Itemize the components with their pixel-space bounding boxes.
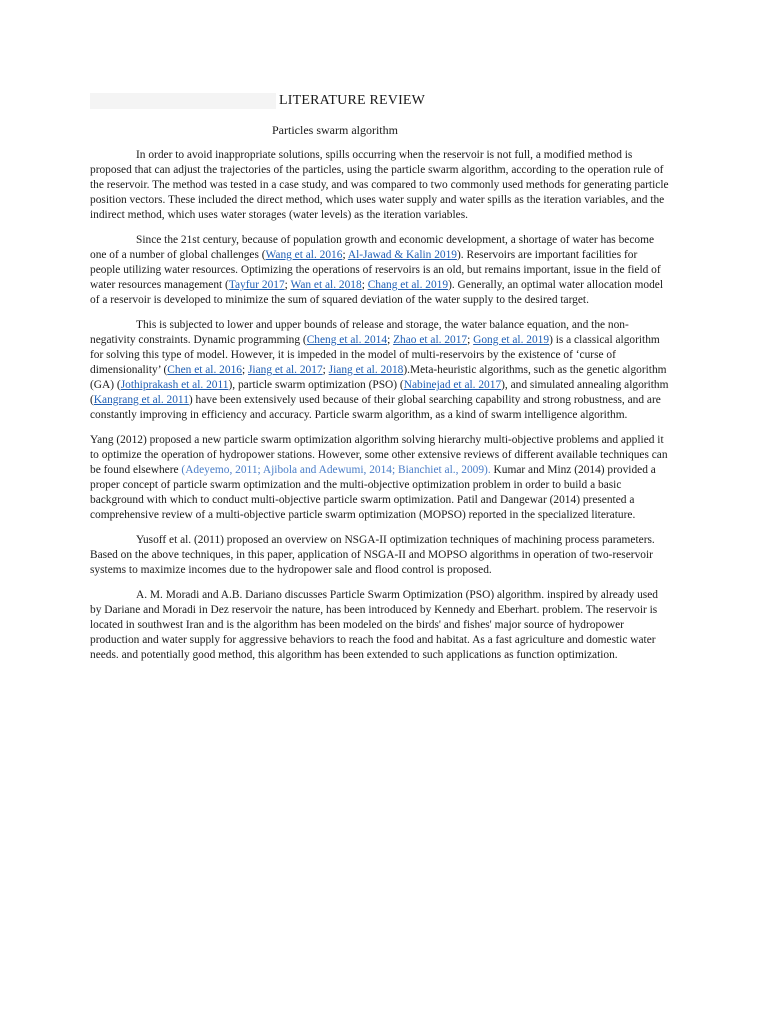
separator: ; (361, 279, 368, 291)
text-span: ), particle swarm optimization (PSO) ( (228, 379, 404, 391)
separator: ; (284, 279, 291, 291)
citation-link[interactable]: Tayfur 2017 (228, 279, 285, 291)
text-span: ) is a classical algorithm for solving this type of model. However, it is impeded in the model of multi-reservoirs by the existence of ‘curse of dimensionality’ ( (90, 334, 660, 376)
citation-link[interactable]: Wan et al. 2018 (290, 279, 362, 291)
citation-link[interactable]: Wang et al. 2016 (265, 249, 343, 261)
paragraph-3 (90, 318, 670, 423)
citation-link[interactable]: Zhao et al. 2017 (393, 334, 468, 346)
citation-link[interactable]: Al-Jawad & Kalin 2019 (347, 249, 457, 261)
citation-link[interactable]: Kangrang et al. 2011 (93, 394, 189, 406)
subsection-heading: Particles swarm algorithm (272, 123, 398, 137)
citation-link[interactable]: Jiang et al. 2017 (247, 364, 323, 376)
citation-link[interactable]: Cheng et al. 2014 (306, 334, 388, 346)
paragraph-4 (90, 433, 670, 523)
separator: ; (322, 364, 329, 376)
citation-link[interactable]: Jothiprakash et al. 2011 (120, 379, 229, 391)
citation-link[interactable]: Chang et al. 2019 (367, 279, 449, 291)
paragraph-5: Yusoff et al. (2011) proposed an overview on NSGA-II optimization techniques of machining process parameters. Based on the above techniques, in this paper, application of NSGA-II and MOPSO algorithms in operation of two-reservoir systems to maximize incomes due to the hydropower sale and flood control is proposed. (90, 534, 655, 576)
separator: ; (387, 334, 394, 346)
text-span: ), and simulated annealing algorithm ( (90, 379, 669, 406)
text-span: Since the 21st century, because of population growth and economic development, a shortage of water has become one of a number of global challenges ( (90, 234, 654, 261)
separator: ; (467, 334, 474, 346)
heading-shading (90, 93, 276, 109)
citation-link[interactable]: Jiang et al. 2018 (328, 364, 404, 376)
paragraph-2 (90, 233, 670, 308)
citation-link[interactable]: Gong et al. 2019 (473, 334, 550, 346)
text-span: ).Meta-heuristic algorithms, such as the genetic algorithm (GA) ( (90, 364, 667, 391)
text-span: ). Reservoirs are important facilities for people utilizing water resources. Optimizing the operations of reservoirs is an old, but remains important, issue in the field of water resources management ( (90, 249, 661, 291)
text-span: This is subjected to lower and upper bounds of release and storage, the water balance equation, and the non-negativity constraints. Dynamic programming ( (90, 319, 629, 346)
section-heading: LITERATURE REVIEW (279, 93, 426, 108)
text-span: ) have been extensively used because of their global searching capability and strong robustness, and are constantly improving in efficiency and accuracy. Particle swarm algorithm, as a kind of swarm intelligence algorithm. (90, 394, 661, 421)
paragraph-1: In order to avoid inappropriate solutions, spills occurring when the reservoir is not full, a modified method is proposed that can adjust the trajectories of the particles, using the particle swarm algorithm, according to the operation rule of the reservoir. The method was tested in a case study, and was compared to two commonly used methods for generating particle position vectors. These included the direct method, which uses water supply and water spills as the iteration variables, and the indirect method, which uses water storages (water levels) as the iteration variables. (90, 149, 669, 221)
body-text (90, 148, 670, 673)
text-span: Yang (2012) proposed a new particle swarm optimization algorithm solving hierarchy multi-objective problems and applied it to optimize the operation of hydropower stations. However, some other extensive reviews of different available techniques can be found elsewhere (90, 434, 668, 476)
citation-group: (Adeyemo, 2011; Ajibola and Adewumi, 2014; Bianchiet al., 2009). (181, 464, 491, 476)
separator: ; (241, 364, 248, 376)
citation-link[interactable]: Chen et al. 2016 (167, 364, 242, 376)
text-span: Kumar and Minz (2014) provided a proper concept of particle swarm optimization and the multi-objective optimization problem in order to build a basic background with which to conduct multi-objective particle swarm optimization. Patil and Dangewar (2014) presented a comprehensive review of a multi-objective particle swarm optimization (MOPSO) reported in the specialized literature. (90, 464, 656, 521)
text-span: ). Generally, an optimal water allocation model of a reservoir is developed to minimize the sum of squared deviation of the water supply to the desired target. (90, 279, 664, 306)
separator: ; (342, 249, 348, 261)
citation-link[interactable]: Nabinejad et al. 2017 (403, 379, 502, 391)
paragraph-6: A. M. Moradi and A.B. Dariano discusses Particle Swarm Optimization (PSO) algorithm. inspired by already used by Dariane and Moradi in Dez reservoir the nature, has been introduced by Kennedy and Eberhart. problem. The reservoir is located in southwest Iran and is the algorithm has been modeled on the birds' and fishes' major source of hydropower production and water supply for aggressive behaviors to reach the food and habitat. As a fast agriculture and domestic water needs. and potentially good method, this algorithm has been extended to such applications as function optimization. (90, 589, 658, 661)
